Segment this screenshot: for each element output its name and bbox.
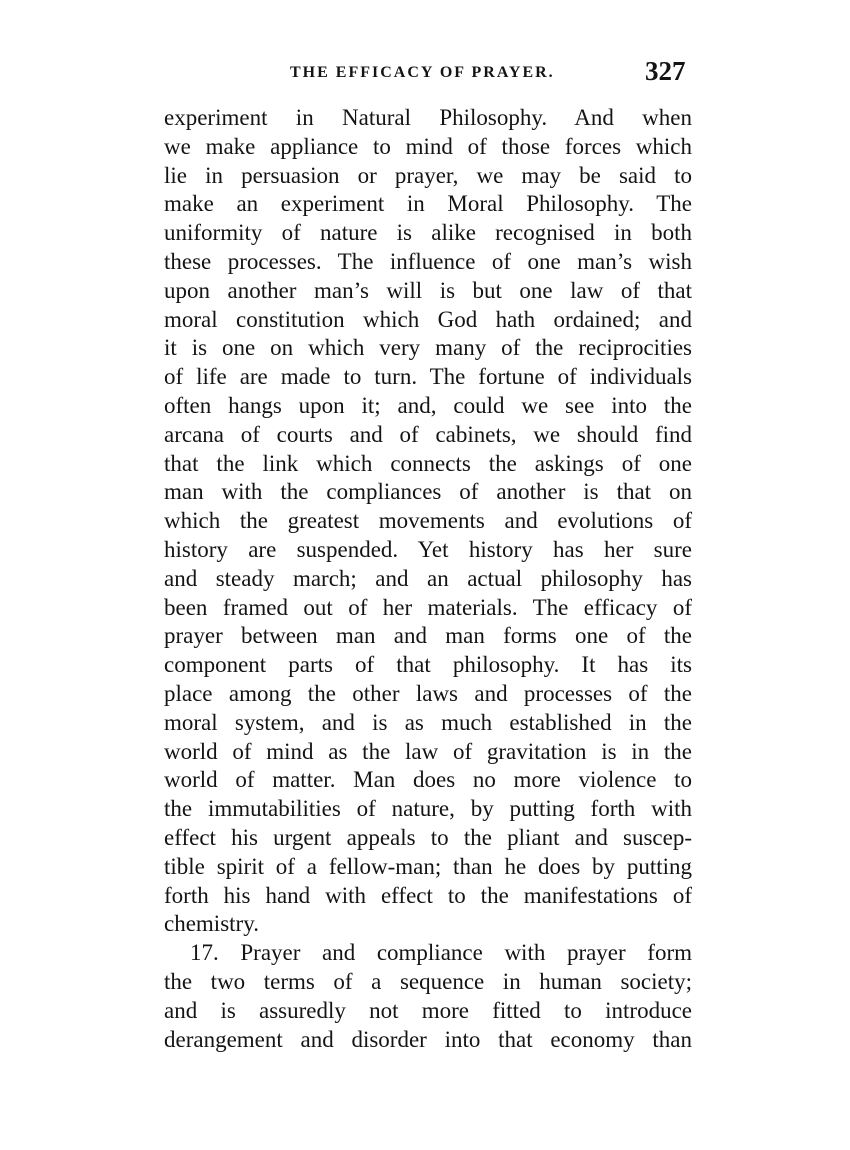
- body-text: [164, 104, 692, 1054]
- text-line: the immutabilities of nature, by putting forth with: [164, 796, 692, 822]
- text-line: of life are made to turn. The fortune of individuals: [164, 364, 692, 390]
- text-line: upon another man’s will is but one law of that: [164, 277, 692, 303]
- text-line: these processes. The influence of one man’s wish: [164, 248, 692, 274]
- text-line: and steady march; and an actual philosophy has: [164, 565, 692, 591]
- text-line: chemistry.: [164, 911, 259, 937]
- text-line: prayer between man and man forms one of the: [164, 623, 692, 649]
- text-line: lie in persuasion or prayer, we may be said to: [164, 162, 692, 188]
- text-line: make an experiment in Moral Philosophy. The: [164, 191, 692, 217]
- text-line: component parts of that philosophy. It has its: [164, 652, 692, 678]
- text-line: and is assuredly not more fitted to introduce: [164, 997, 692, 1023]
- text-line: tible spirit of a fellow-man; than he does by putting: [164, 853, 692, 879]
- text-line: moral constitution which God hath ordained; and: [164, 306, 692, 332]
- text-line: we make appliance to mind of those forces which: [164, 133, 692, 159]
- page-number: 327: [645, 56, 686, 86]
- text-line: moral system, and is as much established in the: [164, 709, 692, 735]
- text-line: forth his hand with effect to the manifestations of: [164, 882, 692, 908]
- text-line: effect his urgent appeals to the pliant and suscep-: [164, 824, 692, 850]
- text-line: it is one on which very many of the reciprocities: [164, 335, 692, 361]
- text-line: world of matter. Man does no more violence to: [164, 767, 692, 793]
- text-line: place among the other laws and processes of the: [164, 680, 692, 706]
- text-line: that the link which connects the askings of one: [164, 450, 692, 476]
- text-line: often hangs upon it; and, could we see into the: [164, 392, 692, 418]
- text-line: 17. Prayer and compliance with prayer form: [190, 940, 692, 966]
- text-line: derangement and disorder into that economy than: [164, 1026, 692, 1052]
- text-line: been framed out of her materials. The efficacy of: [164, 594, 692, 620]
- text-line: which the greatest movements and evolutions of: [164, 508, 692, 534]
- running-head: [0, 56, 850, 96]
- text-line: arcana of courts and of cabinets, we should find: [164, 421, 692, 447]
- paragraph-17: [164, 939, 692, 1054]
- running-title: THE EFFICACY OF PRAYER.: [290, 64, 555, 81]
- text-line: world of mind as the law of gravitation is in the: [164, 738, 692, 764]
- text-line: history are suspended. Yet history has her sure: [164, 536, 692, 562]
- text-line: uniformity of nature is alike recognised in both: [164, 220, 692, 246]
- paragraph: [164, 104, 692, 939]
- text-line: man with the compliances of another is that on: [164, 479, 692, 505]
- text-line: experiment in Natural Philosophy. And when: [164, 105, 692, 130]
- text-line: the two terms of a sequence in human society;: [164, 968, 692, 994]
